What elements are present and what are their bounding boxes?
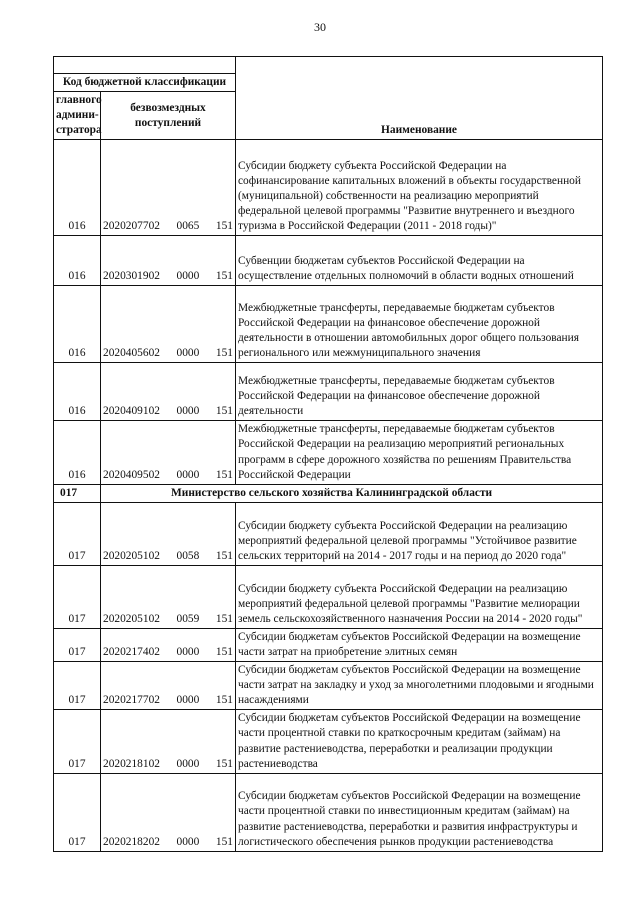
code-part: 151 <box>215 645 233 658</box>
code-part: 2020217402 <box>103 645 160 658</box>
code-part: 2020217702 <box>103 694 160 707</box>
admin-code: 017 <box>54 628 101 661</box>
admin-code: 017 <box>54 502 101 565</box>
code-part: 0000 <box>176 835 200 848</box>
table-row <box>54 286 603 363</box>
code-part: 151 <box>215 270 233 283</box>
table-row <box>54 421 603 484</box>
table-row <box>54 363 603 421</box>
code-part: 151 <box>215 405 233 418</box>
code-part: 0065 <box>176 220 200 233</box>
table-row <box>54 236 603 286</box>
code-part: 2020409102 <box>103 405 160 418</box>
header-admin: главного админи-стратора <box>54 92 101 140</box>
code-part: 151 <box>215 835 233 848</box>
table-row <box>54 662 603 710</box>
code-part: 151 <box>215 468 233 481</box>
code-part: 2020301902 <box>103 270 160 283</box>
admin-code: 016 <box>54 286 101 363</box>
header-code-group: Код бюджетной классификации <box>54 74 236 92</box>
code-part: 0000 <box>176 757 200 770</box>
row-description: Субсидии бюджету субъекта Российской Федерации на софинансирование капитальных вложений в объекты государственной (муниципальной) собственности на реализацию мероприятий федеральной целевой программы "Развитие внутреннего и въездного туризма в Российской Федерации (2011 - 2018 годы)" <box>236 140 603 236</box>
code-part: 2020218102 <box>103 757 160 770</box>
income-code <box>101 363 236 421</box>
code-part: 151 <box>215 694 233 707</box>
row-description: Межбюджетные трансферты, передаваемые бюджетам субъектов Российской Федерации на финансовое обеспечение дорожной деятельности в отношении автомобильных дорог общего пользования регионального или межмуниципального значения <box>236 286 603 363</box>
ministry-name: Министерство сельского хозяйства Калининградской области <box>101 484 603 502</box>
row-description: Субвенции бюджетам субъектов Российской Федерации на осуществление отдельных полномочий в области водных отношений <box>236 236 603 286</box>
admin-code: 016 <box>54 421 101 484</box>
code-part: 2020205102 <box>103 612 160 625</box>
code-part: 151 <box>215 220 233 233</box>
income-code <box>101 140 236 236</box>
table-row <box>54 140 603 236</box>
code-part: 2020205102 <box>103 549 160 562</box>
budget-classification-table <box>53 56 603 852</box>
admin-code: 017 <box>54 565 101 628</box>
code-part: 0059 <box>176 612 200 625</box>
code-part: 0058 <box>176 549 200 562</box>
code-part: 0000 <box>176 645 200 658</box>
income-code <box>101 236 236 286</box>
code-part: 151 <box>215 757 233 770</box>
admin-code: 017 <box>54 710 101 773</box>
admin-code: 016 <box>54 236 101 286</box>
code-part: 0000 <box>176 468 200 481</box>
row-description: Субсидии бюджетам субъектов Российской Федерации на возмещение части затрат на закладку и уход за многолетними плодовыми и ягодными насаждениями <box>236 662 603 710</box>
table-row <box>54 773 603 851</box>
row-description: Субсидии бюджетам субъектов Российской Федерации на возмещение части процентной ставки по краткосрочным кредитам (займам) на развитие растениеводства, переработки и реализации продукции растениеводства <box>236 710 603 773</box>
code-part: 151 <box>215 612 233 625</box>
income-code <box>101 628 236 661</box>
ministry-admin-code: 017 <box>54 484 101 502</box>
row-description: Субсидии бюджетам субъектов Российской Федерации на возмещение части процентной ставки по инвестиционным кредитам (займам) на развитие растениеводства, переработки и развития инфраструктуры и логистического обеспечения рынков продукции растениеводства <box>236 773 603 851</box>
income-code <box>101 565 236 628</box>
header-name: Наименование <box>236 57 603 140</box>
header-row-top <box>54 57 603 74</box>
code-part: 0000 <box>176 270 200 283</box>
table-row <box>54 502 603 565</box>
row-description: Межбюджетные трансферты, передаваемые бюджетам субъектов Российской Федерации на реализацию мероприятий региональных программ в сфере дорожного хозяйства по решениям Правительства Российской Федерации <box>236 421 603 484</box>
row-description: Межбюджетные трансферты, передаваемые бюджетам субъектов Российской Федерации на финансовое обеспечение дорожной деятельности <box>236 363 603 421</box>
code-part: 0000 <box>176 694 200 707</box>
admin-code: 017 <box>54 773 101 851</box>
income-code <box>101 662 236 710</box>
code-part: 151 <box>215 347 233 360</box>
table-row <box>54 565 603 628</box>
code-part: 0000 <box>176 347 200 360</box>
row-description: Субсидии бюджетам субъектов Российской Федерации на возмещение части затрат на приобретение элитных семян <box>236 628 603 661</box>
row-description: Субсидии бюджету субъекта Российской Федерации на реализацию мероприятий федеральной целевой программы "Развитие мелиорации земель сельскохозяйственного назначения России на 2014 - 2020 годы" <box>236 565 603 628</box>
code-part: 151 <box>215 549 233 562</box>
ministry-row <box>54 484 603 502</box>
income-code <box>101 286 236 363</box>
code-part: 2020207702 <box>103 220 160 233</box>
admin-code: 017 <box>54 662 101 710</box>
row-description: Субсидии бюджету субъекта Российской Федерации на реализацию мероприятий федеральной целевой программы "Устойчивое развитие сельских территорий на 2014 - 2017 годы и на период до 2020 года" <box>236 502 603 565</box>
income-code <box>101 710 236 773</box>
admin-code: 016 <box>54 363 101 421</box>
header-income: безвозмездных поступлений <box>101 92 236 140</box>
admin-code: 016 <box>54 140 101 236</box>
code-part: 2020409502 <box>103 468 160 481</box>
table-row <box>54 628 603 661</box>
income-code <box>101 421 236 484</box>
code-part: 2020218202 <box>103 835 160 848</box>
code-part: 2020405602 <box>103 347 160 360</box>
page-number: 30 <box>314 20 326 34</box>
table-row <box>54 710 603 773</box>
income-code <box>101 773 236 851</box>
code-part: 0000 <box>176 405 200 418</box>
income-code <box>101 502 236 565</box>
